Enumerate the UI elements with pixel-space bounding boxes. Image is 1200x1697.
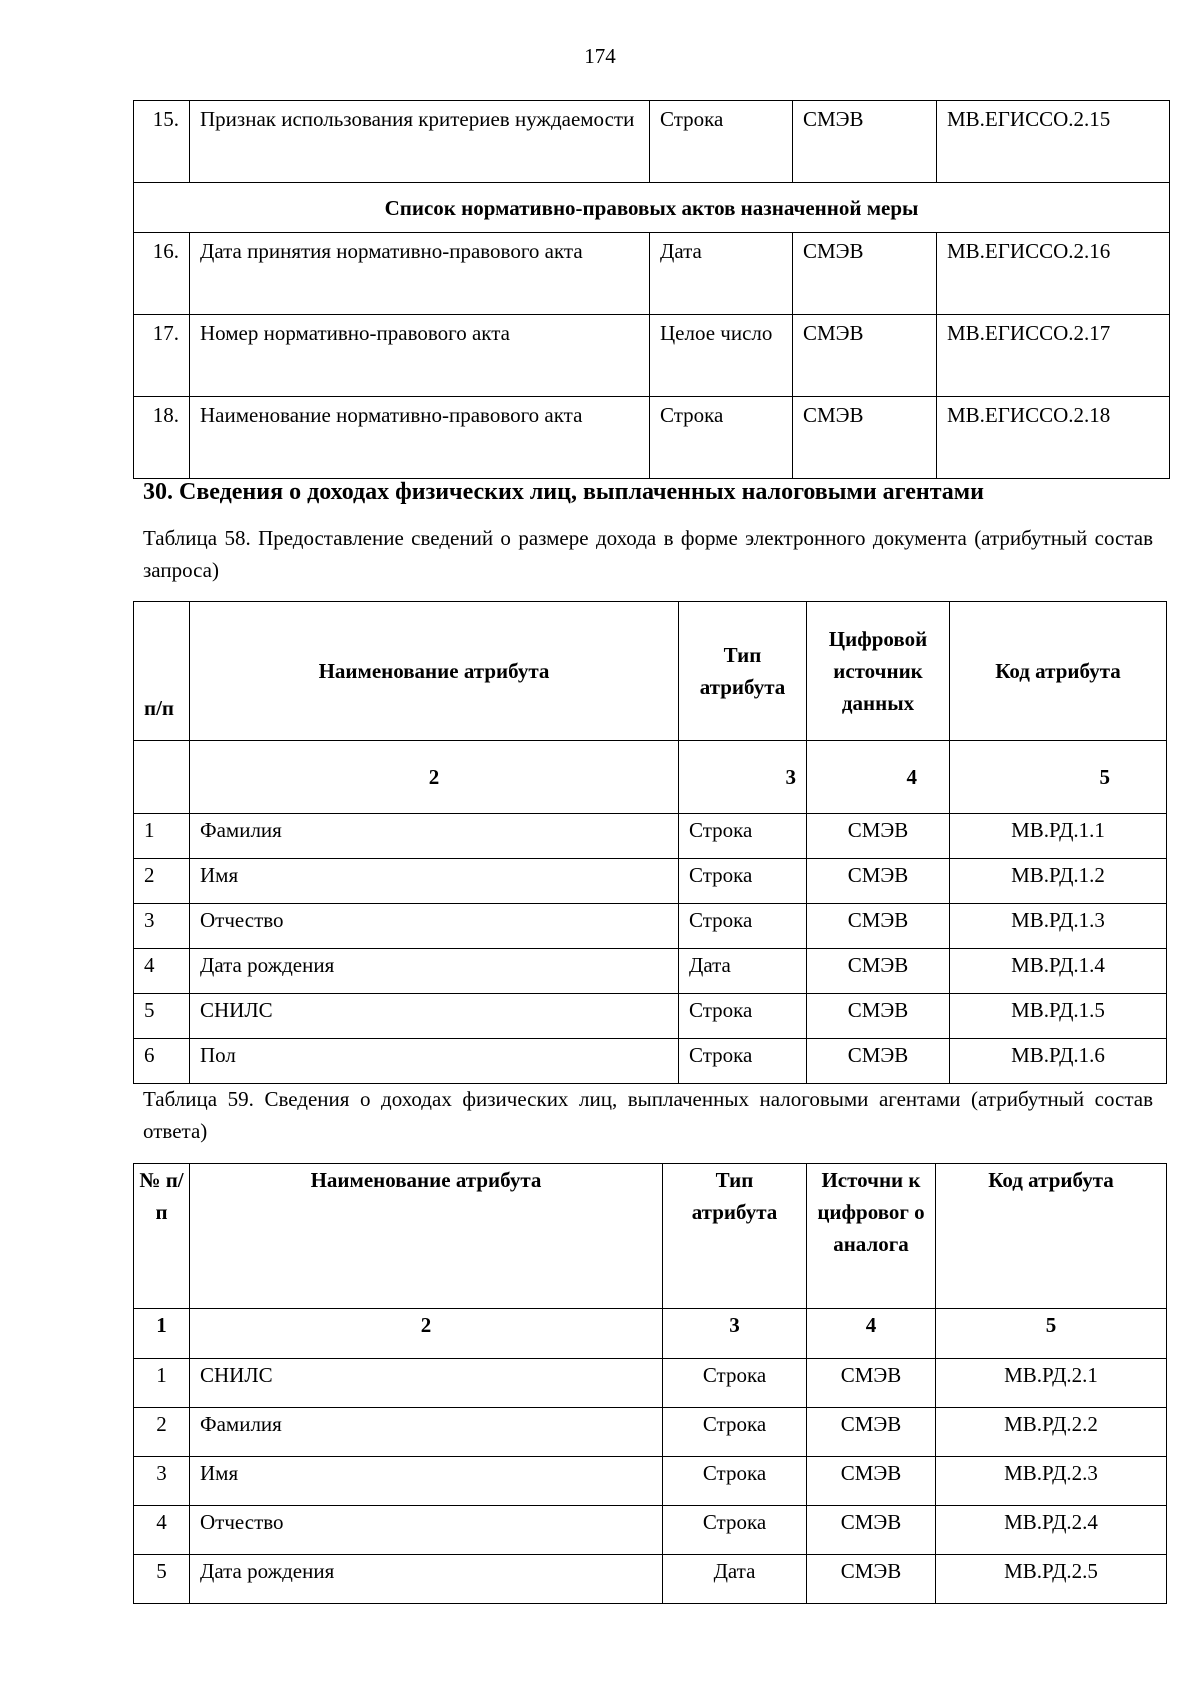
attribute-type: Строка xyxy=(679,1039,807,1084)
data-source: СМЭВ xyxy=(793,397,937,479)
table-header-row xyxy=(134,1164,1167,1309)
table-row xyxy=(134,994,1167,1039)
attribute-code: МВ.РД.1.3 xyxy=(950,904,1167,949)
attribute-name: Дата рождения xyxy=(190,1555,663,1604)
header-number: № п/п xyxy=(134,1164,190,1309)
index-cell: 5 xyxy=(950,741,1167,814)
index-cell xyxy=(134,741,190,814)
attribute-name: Пол xyxy=(190,1039,679,1084)
attribute-type: Строка xyxy=(663,1408,807,1457)
header-attribute-name: Наименование атрибута xyxy=(190,602,679,741)
table-row xyxy=(134,1555,1167,1604)
data-source: СМЭВ xyxy=(807,994,950,1039)
attribute-type: Строка xyxy=(679,859,807,904)
attribute-type: Дата xyxy=(679,949,807,994)
attribute-code: МВ.РД.2.1 xyxy=(936,1359,1167,1408)
attribute-code: МВ.РД.1.6 xyxy=(950,1039,1167,1084)
header-attribute-type: Тип атрибута xyxy=(663,1164,807,1309)
table-59 xyxy=(133,1163,1167,1604)
attribute-name: Дата рождения xyxy=(190,949,679,994)
index-cell: 2 xyxy=(190,1309,663,1359)
attribute-type: Строка xyxy=(679,814,807,859)
data-source: СМЭВ xyxy=(807,1457,936,1506)
index-cell: 5 xyxy=(936,1309,1167,1359)
table-row xyxy=(134,1359,1167,1408)
data-source: СМЭВ xyxy=(793,101,937,183)
row-number: 5 xyxy=(134,994,190,1039)
attribute-type: Строка xyxy=(650,101,793,183)
row-number: 6 xyxy=(134,1039,190,1084)
attribute-code: МВ.РД.2.5 xyxy=(936,1555,1167,1604)
row-number: 17. xyxy=(134,315,190,397)
data-source: СМЭВ xyxy=(807,904,950,949)
index-cell: 4 xyxy=(807,741,950,814)
attribute-type: Строка xyxy=(663,1359,807,1408)
data-source: СМЭВ xyxy=(807,1506,936,1555)
data-source: СМЭВ xyxy=(807,1039,950,1084)
header-attribute-code: Код атрибута xyxy=(936,1164,1167,1309)
header-number: п/п xyxy=(134,602,190,741)
header-attribute-name: Наименование атрибута xyxy=(190,1164,663,1309)
attribute-code: МВ.ЕГИССО.2.18 xyxy=(937,397,1170,479)
table-row xyxy=(134,101,1170,183)
index-cell: 2 xyxy=(190,741,679,814)
row-number: 16. xyxy=(134,233,190,315)
attribute-name: Фамилия xyxy=(190,814,679,859)
attribute-type: Дата xyxy=(650,233,793,315)
attribute-type: Строка xyxy=(663,1457,807,1506)
attribute-type: Строка xyxy=(663,1506,807,1555)
table-row xyxy=(134,397,1170,479)
table-row xyxy=(134,315,1170,397)
row-number: 1 xyxy=(134,814,190,859)
attribute-type: Целое число xyxy=(650,315,793,397)
table-row xyxy=(134,233,1170,315)
attribute-code: МВ.РД.1.2 xyxy=(950,859,1167,904)
data-source: СМЭВ xyxy=(807,949,950,994)
data-source: СМЭВ xyxy=(807,1359,936,1408)
header-data-source: Цифровой источник данных xyxy=(807,602,950,741)
section-title: Список нормативно-правовых актов назначенной меры xyxy=(134,183,1170,233)
attribute-code: МВ.РД.1.1 xyxy=(950,814,1167,859)
attribute-type: Строка xyxy=(679,904,807,949)
data-source: СМЭВ xyxy=(807,1408,936,1457)
table-header-row xyxy=(134,602,1167,741)
attribute-name: Дата принятия нормативно-правового акта xyxy=(190,233,650,315)
row-number: 3 xyxy=(134,1457,190,1506)
data-source: СМЭВ xyxy=(807,1555,936,1604)
index-cell: 1 xyxy=(134,1309,190,1359)
attribute-code: МВ.РД.2.3 xyxy=(936,1457,1167,1506)
attribute-name: Номер нормативно-правового акта xyxy=(190,315,650,397)
row-number: 5 xyxy=(134,1555,190,1604)
attribute-type: Строка xyxy=(650,397,793,479)
header-attribute-type: Тип атрибута xyxy=(679,602,807,741)
row-number: 18. xyxy=(134,397,190,479)
table-row xyxy=(134,859,1167,904)
table-58-caption: Таблица 58. Предоставление сведений о размере дохода в форме электронного документа (атрибутный состав запроса) xyxy=(143,526,1153,582)
attribute-name: Фамилия xyxy=(190,1408,663,1457)
attribute-type: Строка xyxy=(679,994,807,1039)
data-source: СМЭВ xyxy=(793,233,937,315)
table-row xyxy=(134,904,1167,949)
row-number: 1 xyxy=(134,1359,190,1408)
row-number: 2 xyxy=(134,859,190,904)
row-number: 3 xyxy=(134,904,190,949)
index-cell: 3 xyxy=(663,1309,807,1359)
row-number: 15. xyxy=(134,101,190,183)
attribute-name: Отчество xyxy=(190,1506,663,1555)
table-59-caption: Таблица 59. Сведения о доходах физических лиц, выплаченных налоговыми агентами (атрибутный состав ответа) xyxy=(143,1087,1153,1143)
attribute-name: Отчество xyxy=(190,904,679,949)
attribute-code: МВ.РД.1.5 xyxy=(950,994,1167,1039)
data-source: СМЭВ xyxy=(807,859,950,904)
row-number: 4 xyxy=(134,949,190,994)
attribute-name: Имя xyxy=(190,1457,663,1506)
data-source: СМЭВ xyxy=(807,814,950,859)
index-cell: 4 xyxy=(807,1309,936,1359)
page-number: 174 xyxy=(584,44,616,68)
index-cell: 3 xyxy=(679,741,807,814)
attribute-name: Имя xyxy=(190,859,679,904)
table-row xyxy=(134,949,1167,994)
attribute-code: МВ.ЕГИССО.2.15 xyxy=(937,101,1170,183)
attributes-table-continuation xyxy=(133,100,1170,479)
attribute-name: Признак использования критериев нуждаемости xyxy=(190,101,650,183)
data-source: СМЭВ xyxy=(793,315,937,397)
table-row xyxy=(134,1506,1167,1555)
header-digital-source: Источни к цифровог о аналога xyxy=(807,1164,936,1309)
row-number: 2 xyxy=(134,1408,190,1457)
attribute-code: МВ.РД.2.2 xyxy=(936,1408,1167,1457)
header-attribute-code: Код атрибута xyxy=(950,602,1167,741)
index-row xyxy=(134,1309,1167,1359)
attribute-name: Наименование нормативно-правового акта xyxy=(190,397,650,479)
attribute-code: МВ.РД.2.4 xyxy=(936,1506,1167,1555)
table-row xyxy=(134,1039,1167,1084)
attribute-code: МВ.РД.1.4 xyxy=(950,949,1167,994)
attribute-type: Дата xyxy=(663,1555,807,1604)
table-row xyxy=(134,1408,1167,1457)
table-row xyxy=(134,814,1167,859)
attribute-code: МВ.ЕГИССО.2.17 xyxy=(937,315,1170,397)
section-row xyxy=(134,183,1170,233)
index-row xyxy=(134,741,1167,814)
table-58 xyxy=(133,601,1167,1084)
attribute-name: СНИЛС xyxy=(190,1359,663,1408)
attribute-code: МВ.ЕГИССО.2.16 xyxy=(937,233,1170,315)
section-heading: 30. Сведения о доходах физических лиц, выплаченных налоговыми агентами xyxy=(143,479,984,505)
row-number: 4 xyxy=(134,1506,190,1555)
table-row xyxy=(134,1457,1167,1506)
attribute-name: СНИЛС xyxy=(190,994,679,1039)
